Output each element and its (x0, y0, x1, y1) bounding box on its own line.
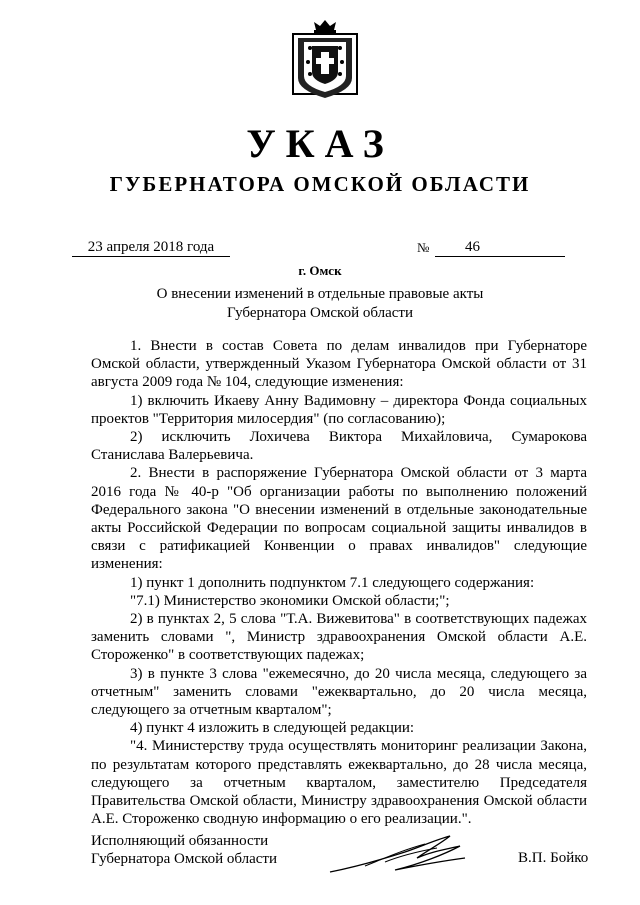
document-number: 46 (435, 238, 565, 257)
document-city: г. Омск (298, 263, 342, 278)
signatory-name: В.П. Бойко (518, 850, 589, 866)
paragraph: "4. Министерству труда осуществлять мониторинг реализации Закона, по результатам которого представлять ежеквартально, до 28 числа месяца, следующего за отчетным кварталом, заместителю Председателя Правительства Омской области, Министру здравоохранения Омской области А.Е. Стороженко сводную информацию о его реализации.". (91, 738, 587, 828)
paragraph: 1. Внести в состав Совета по делам инвалидов при Губернаторе Омской области, утвержденный Указом Губернатора Омской области от 31 августа 2009 года № 104, следующие изменения: (91, 338, 587, 391)
number-label: № (417, 240, 430, 255)
handwritten-signature (325, 822, 475, 882)
paragraph: 2) исключить Лохичева Виктора Михайловича, Сумарокова Станислава Валерьевича. (91, 429, 587, 464)
paragraph: 1) пункт 1 дополнить подпунктом 7.1 следующего содержания: (130, 574, 535, 591)
coat-of-arms-emblem (290, 14, 360, 106)
document-body (91, 337, 587, 828)
document-subtitle: ГУБЕРНАТОРА ОМСКОЙ ОБЛАСТИ (109, 172, 531, 196)
paragraph: 1) включить Икаеву Анну Вадимовну – директора Фонда социальных проектов "Территория милосердия" (по согласованию); (91, 392, 587, 427)
document-heading (0, 285, 640, 323)
paragraph: 2. Внести в распоряжение Губернатора Омской области от 3 марта 2016 года № 40-р "Об организации работы по выполнению положений Федерального закона "О внесении изменений в отдельные законодательные акты Российской Федерации по вопросам социальной защиты инвалидов в связи с ратификацией Конвенции о правах инвалидов" следующие изменения: (91, 465, 587, 573)
document-date: 23 апреля 2018 года (72, 238, 230, 257)
document-title: УКАЗ (246, 121, 394, 166)
signatory-position-line-2: Губернатора Омской области (91, 851, 277, 867)
signatory-position (91, 832, 277, 868)
paragraph: 4) пункт 4 изложить в следующей редакции: (130, 720, 415, 737)
paragraph: 2) в пунктах 2, 5 слова "Т.А. Вижевитова" в соответствующих падежах заменить словами ", Министр здравоохранения Омской области А.Е. Стороженко" в соответствующих падежах; (91, 611, 587, 664)
heading-line-2: Губернатора Омской области (227, 305, 413, 321)
paragraph: 3) в пункте 3 слова "ежемесячно, до 20 числа месяца, следующего за отчетным" заменить словами "ежеквартально, до 20 числа месяца, следующего за отчетным кварталом"; (91, 665, 587, 719)
heading-line-1: О внесении изменений в отдельные правовые акты (156, 286, 484, 302)
paragraph: "7.1) Министерство экономики Омской области;"; (130, 592, 450, 609)
signatory-position-line-1: Исполняющий обязанности (91, 833, 269, 849)
